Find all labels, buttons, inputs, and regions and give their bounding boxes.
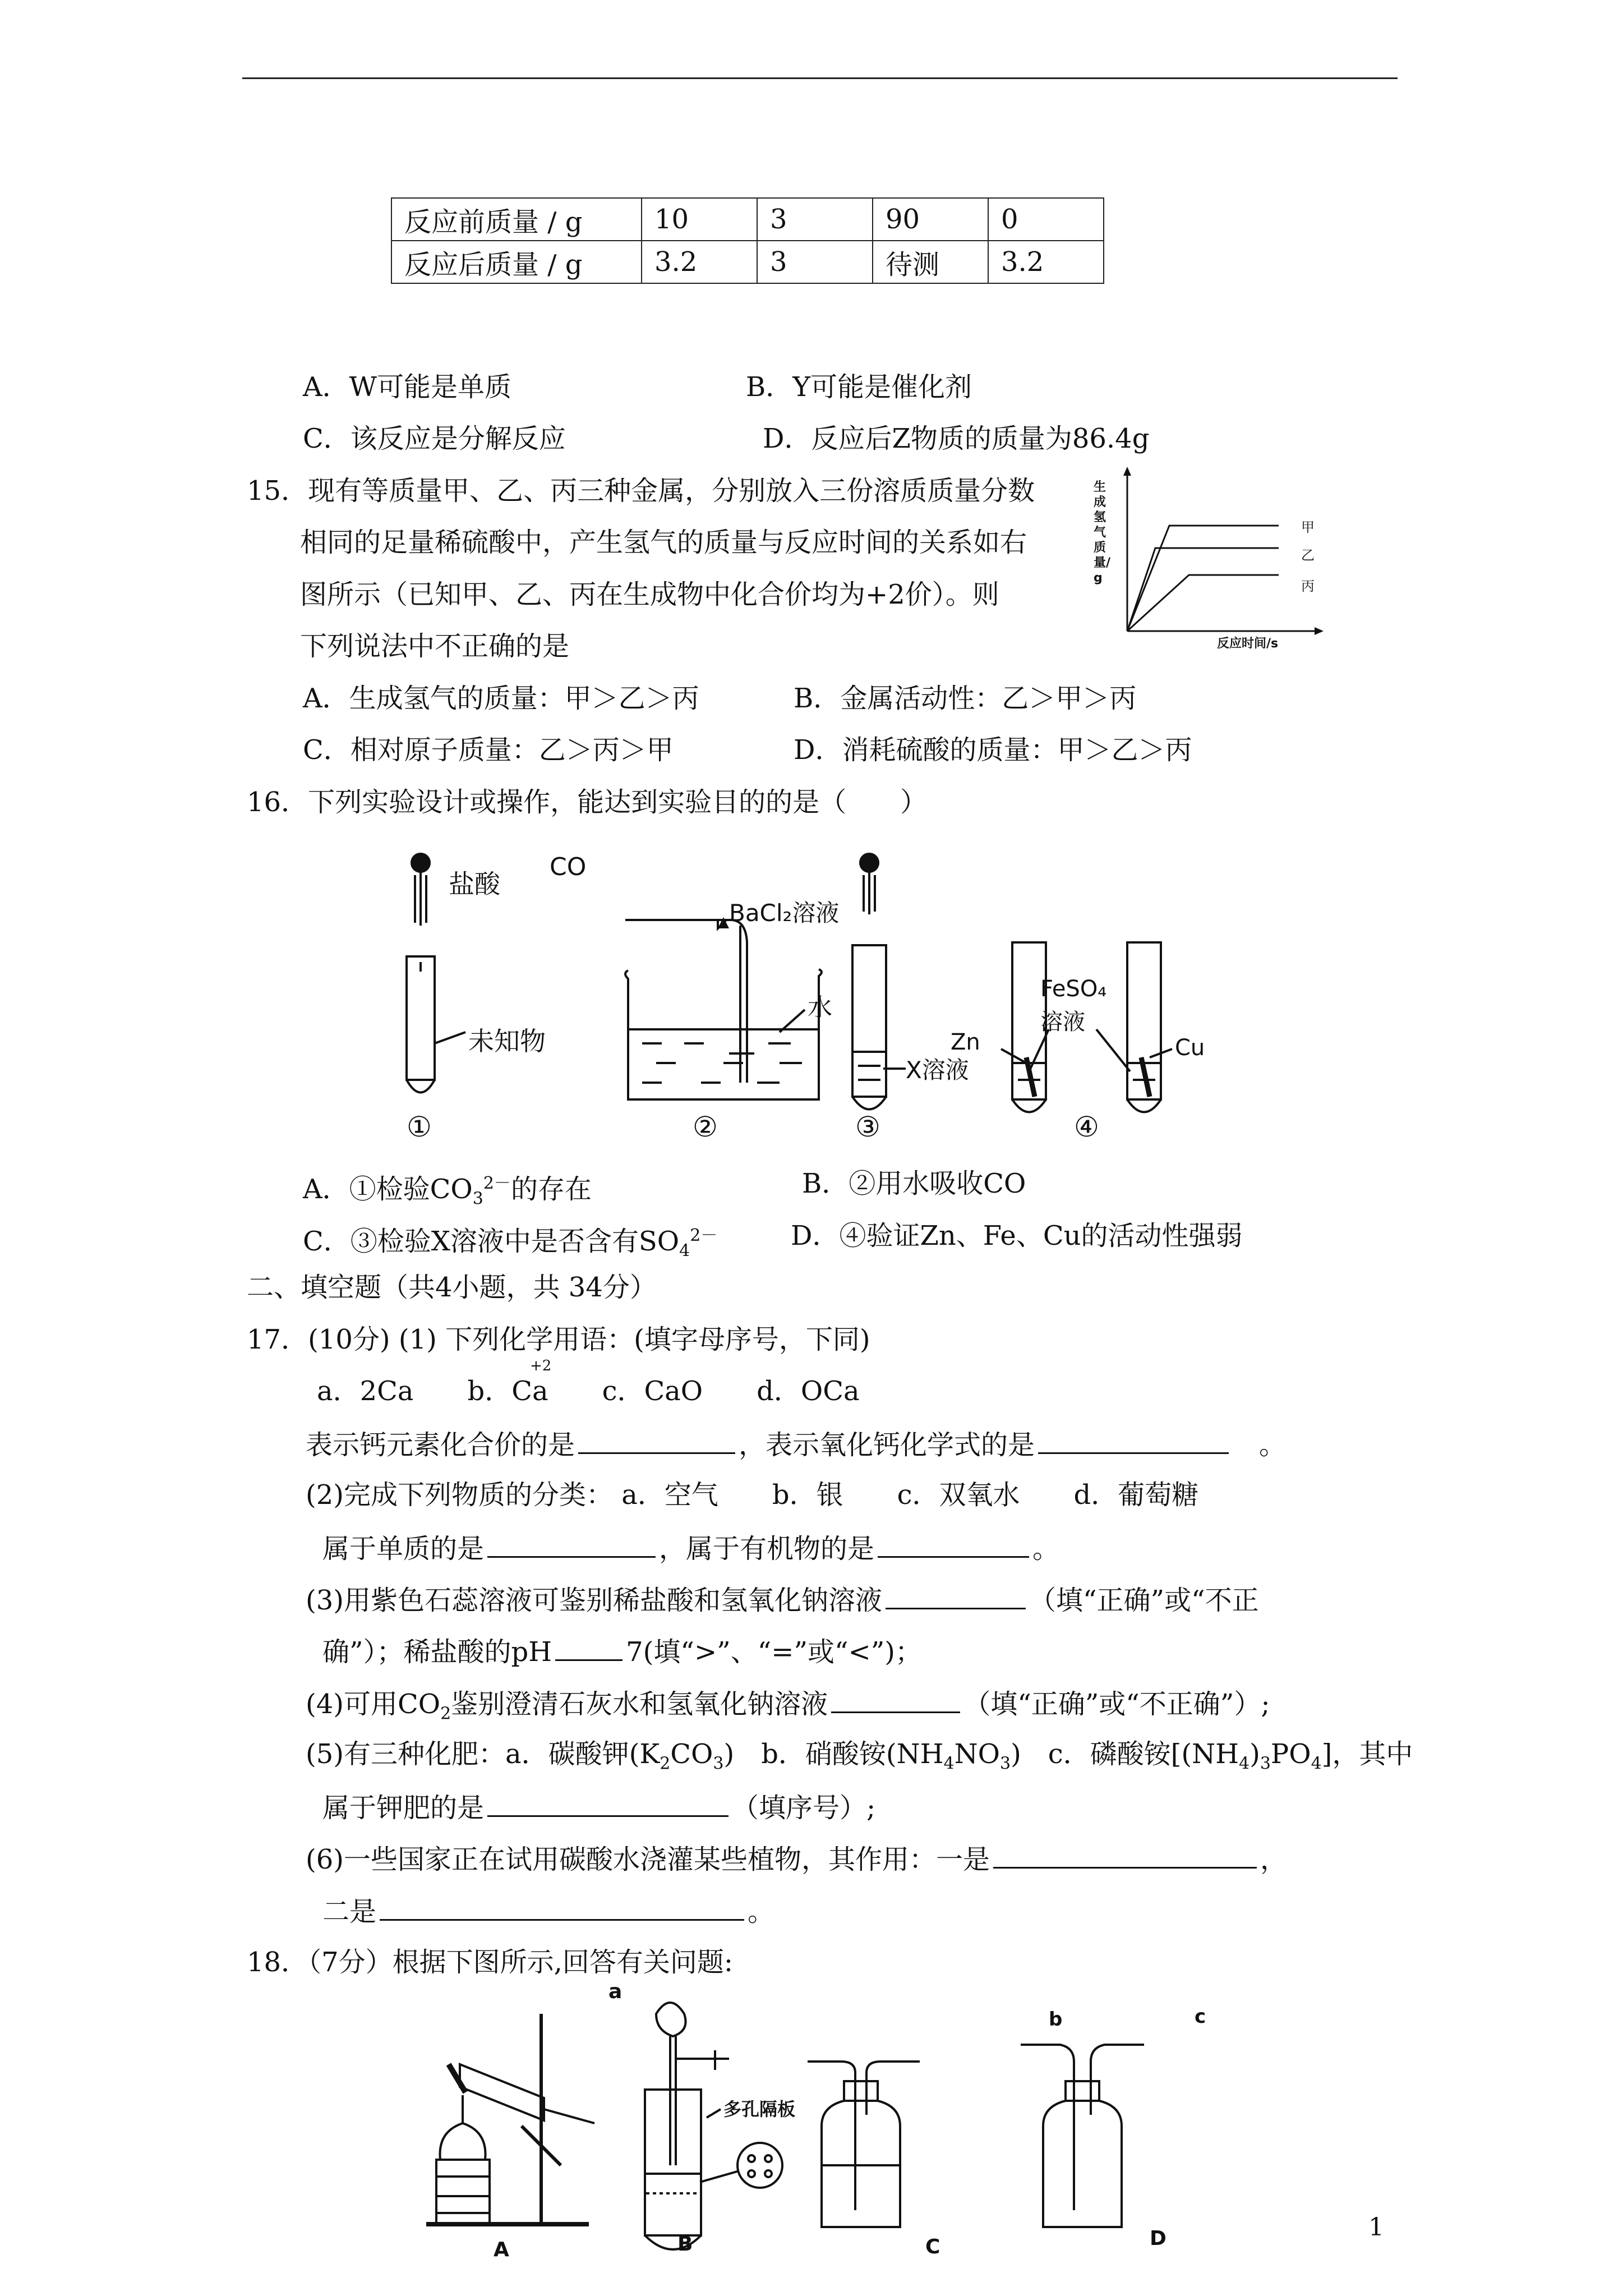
label-c: c: [1195, 2005, 1206, 2028]
q14-option-b: B．Y可能是催化剂: [746, 371, 972, 403]
series-line-jia: [1127, 526, 1279, 631]
q16-option-b: B．②用水吸收CO: [802, 1168, 1026, 1199]
label-apparatus-d: D: [1150, 2227, 1166, 2250]
hydrogen-time-graph: [1094, 466, 1329, 651]
q18-apparatus-figure: [415, 1980, 1256, 2272]
graph-x-label: 反应时间/s: [1217, 637, 1279, 651]
answer-blank[interactable]: [878, 1530, 1029, 1558]
answer-blank[interactable]: [1038, 1427, 1229, 1454]
q14-option-d: D．反应后Z物质的质量为86.4g: [763, 423, 1150, 454]
q15-option-d: D．消耗硫酸的质量：甲＞乙＞丙: [794, 734, 1192, 766]
q15-option-c: C．相对原子质量：乙＞丙＞甲: [303, 734, 674, 766]
series-line-bing: [1127, 575, 1279, 631]
row-label: 反应前质量 / g: [391, 198, 642, 241]
answer-blank[interactable]: [993, 1841, 1257, 1869]
answer-blank[interactable]: [487, 1789, 728, 1817]
label-porous-plate: 多孔隔板: [723, 2099, 796, 2120]
q17-line9: (6)一些国家正在试用碳酸水浇灌某些植物，其作用：一是 ，: [306, 1841, 1287, 1876]
q17-options: a．2Ca b．Ca c．CaO d．OCa: [317, 1375, 860, 1407]
answer-blank[interactable]: [831, 1686, 960, 1713]
answer-blank[interactable]: [555, 1634, 623, 1661]
mass-table: [391, 197, 1104, 284]
label-unknown: 未知物: [468, 1026, 546, 1056]
label-water: 水: [808, 993, 832, 1022]
page-number: 1: [1368, 2213, 1384, 2242]
cell: 3: [757, 241, 873, 283]
label-feso4: FeSO₄: [1040, 976, 1107, 1002]
fig-number-1: ①: [407, 1111, 432, 1143]
label-apparatus-b: B: [677, 2233, 693, 2256]
q17-line8: 属于钾肥的是 （填序号）;: [322, 1789, 875, 1825]
q16-option-a: A．①检验$CO_3^{2-}$的存在: [303, 1174, 592, 1209]
label-apparatus-a: A: [494, 2238, 509, 2261]
q17-line7: (5)有三种化肥：a．碳酸钾$(K_2CO_3)$ b．硝酸铵$(NH_4NO_3)$ c．磷酸铵$[(NH_4)_3PO_4]$，其中: [306, 1738, 1413, 1774]
fig-number-2: ②: [693, 1111, 718, 1143]
q16-option-d: D．④验证Zn、Fe、Cu的活动性强弱: [791, 1220, 1243, 1251]
label-feso4-solution: 溶液: [1040, 1009, 1085, 1035]
answer-blank[interactable]: [487, 1530, 656, 1558]
cell: 3: [757, 198, 873, 241]
label-apparatus-c: C: [925, 2235, 940, 2258]
label-x-solution: X溶液: [906, 1056, 969, 1084]
legend-jia: 甲: [1301, 519, 1315, 535]
fig-number-3: ③: [855, 1111, 880, 1143]
q17-line5: 确”）；稀盐酸的pH 7(填“>”、“=”或“<”)；: [322, 1634, 922, 1669]
legend-bing: 丙: [1301, 578, 1315, 594]
q18-head: 18．（7分）根据下图所示,回答有关问题:: [247, 1947, 734, 1978]
legend-yi: 乙: [1301, 547, 1315, 563]
cell: 10: [642, 198, 757, 241]
q17-line10: 二是 。: [322, 1893, 774, 1929]
label-zn: Zn: [951, 1029, 980, 1055]
fig-number-4: ④: [1074, 1111, 1099, 1143]
section-heading: 二、填空题（共4小题，共 34分）: [247, 1272, 657, 1303]
cell: 3.2: [988, 241, 1104, 283]
label-bacl2: BaCl₂溶液: [729, 899, 840, 927]
q17-line3: 属于单质的是 ，属于有机物的是 。: [322, 1530, 1059, 1566]
q15-stem-line3: 图所示（已知甲、乙、丙在生成物中化合价均为+2价）。则: [300, 579, 999, 610]
q15-stem-line2: 相同的足量稀硫酸中，产生氢气的质量与反应时间的关系如右: [300, 527, 1027, 558]
q16-stem: 16．下列实验设计或操作，能达到实验目的的是（ ）: [247, 786, 928, 818]
label-a: a: [608, 1980, 623, 2003]
series-line-yi: [1127, 548, 1279, 631]
q15-stem-line4: 下列说法中不正确的是: [300, 631, 570, 662]
q17-line2: (2)完成下列物质的分类： a．空气 b．银 c．双氧水 d．葡萄糖: [306, 1479, 1199, 1511]
q14-option-a: A．W可能是单质: [303, 371, 512, 403]
cell: 90: [873, 198, 988, 241]
label-co: CO: [550, 853, 587, 881]
q17-line1: 表示钙元素化合价的是 ，表示氧化钙化学式的是 。: [306, 1427, 1286, 1462]
table-row: [391, 198, 1104, 241]
label-cu: Cu: [1175, 1035, 1205, 1061]
q15-stem-line1: 15．现有等质量甲、乙、丙三种金属，分别放入三份溶质质量分数: [247, 475, 1035, 507]
q16-option-c: C．③检验X溶液中是否含有$SO_4^{2-}$: [303, 1226, 718, 1261]
header-rule: [242, 77, 1398, 79]
answer-blank[interactable]: [578, 1427, 735, 1454]
answer-blank[interactable]: [886, 1582, 1026, 1609]
q16-apparatus-figure: [387, 841, 1239, 1156]
q17-line4: (3)用紫色石蕊溶液可鉴别稀盐酸和氢氧化钠溶液 （填“正确”或“不正: [306, 1582, 1259, 1617]
valence-mark: +2: [530, 1358, 552, 1374]
q17-head: 17．(10分) (1) 下列化学用语：(填字母序号，下同): [247, 1324, 870, 1355]
q15-option-b: B．金属活动性：乙＞甲＞丙: [794, 683, 1137, 714]
cell: 0: [988, 198, 1104, 241]
table-row: [391, 241, 1104, 283]
q17-line6: (4)可用$CO_2$鉴别澄清石灰水和氢氧化钠溶液 （填“正确”或“不正确”）;: [306, 1686, 1270, 1731]
row-label: 反应后质量 / g: [391, 241, 642, 283]
q14-option-c: C．该反应是分解反应: [303, 423, 566, 454]
graph-y-label: 生成氢气质量/g: [1094, 480, 1111, 585]
cell: 3.2: [642, 241, 757, 283]
label-hcl: 盐酸: [449, 869, 500, 899]
q15-option-a: A．生成氢气的质量：甲＞乙＞丙: [303, 683, 699, 714]
label-b: b: [1049, 2008, 1063, 2031]
cell: 待测: [873, 241, 988, 283]
answer-blank[interactable]: [380, 1893, 744, 1921]
